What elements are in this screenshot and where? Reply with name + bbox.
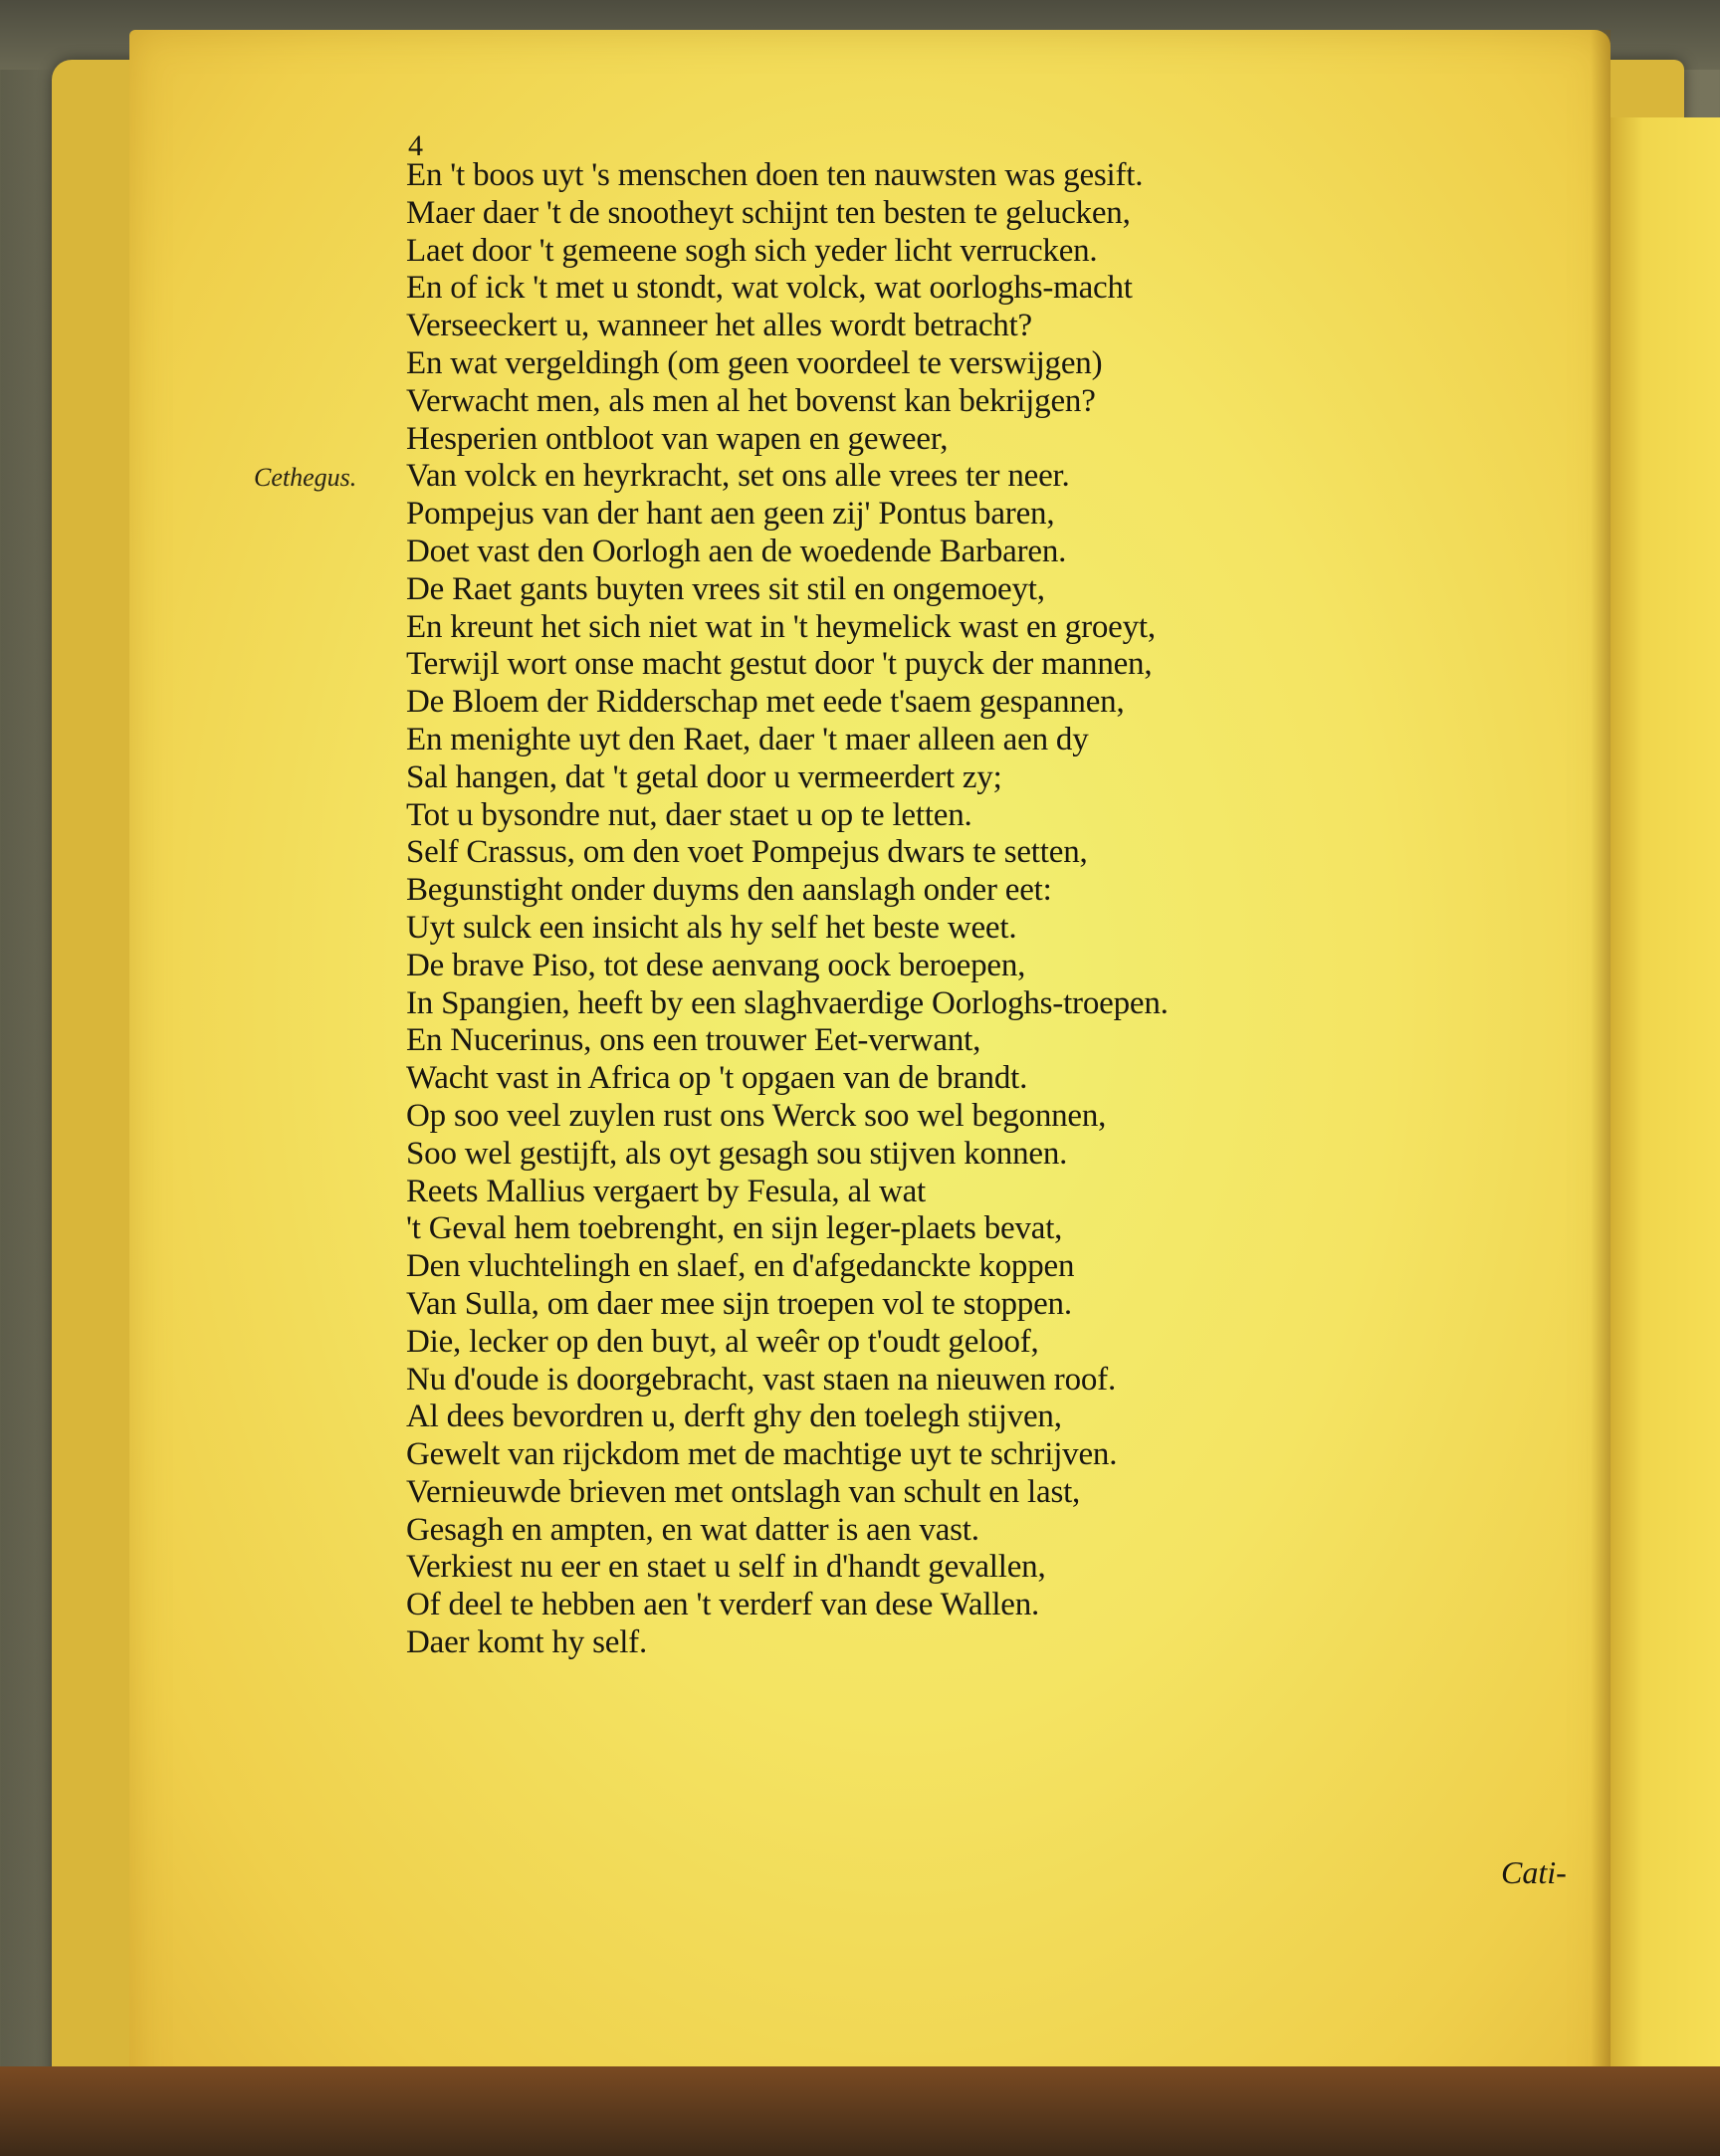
verse-line: Al dees bevordren u, derft ghy den toelegh stijven, (406, 1399, 1062, 1435)
verse-line: Op soo veel zuylen rust ons Werck soo wel begonnen, (406, 1097, 1107, 1134)
verse-line: En of ick 't met u stondt, wat volck, wat oorloghs-macht (406, 270, 1133, 307)
verse-line: Of deel te hebben aen 't verderf van dese Wallen. (406, 1587, 1040, 1623)
verse-line: Doet vast den Oorlogh aen de woedende Barbaren. (406, 533, 1067, 569)
verse-line: Pompejus van der hant aen geen zij' Pontus baren, (406, 496, 1055, 533)
speaker-name: Cethegus. (254, 463, 357, 492)
verse-line: Sal hangen, dat 't getal door u vermeerdert zy; (406, 758, 1002, 795)
verse-line: In Spangien, heeft by een slaghvaerdige Oorloghs-troepen. (406, 984, 1169, 1021)
facing-page-edge (1599, 117, 1720, 2138)
verse-line: Daer komt hy self. (406, 1624, 647, 1661)
gutter-shadow (1591, 30, 1611, 2130)
verse-line: Verwacht men, als men al het bovenst kan bekrijgen? (406, 382, 1096, 419)
page-number: 4 (408, 129, 423, 162)
verse-line: Van volck en heyrkracht, set ons alle vrees ter neer. (406, 458, 1070, 495)
verse-line: Soo wel gestijft, als oyt gesagh sou stijven konnen. (406, 1135, 1068, 1172)
verse-line: Gewelt van rijckdom met de machtige uyt te schrijven. (406, 1436, 1118, 1473)
catchword: Cati- (1501, 1854, 1567, 1890)
verse-line: Verseeckert u, wanneer het alles wordt betracht? (406, 308, 1033, 344)
verse-line: Tot u bysondre nut, daer staet u op te letten. (406, 796, 972, 833)
verse-line: Gesagh en ampten, en wat datter is aen vast. (406, 1511, 979, 1548)
background-bottom (0, 2066, 1720, 2156)
verse-line: Wacht vast in Africa op 't opgaen van de brandt. (406, 1060, 1028, 1097)
verse-line: 't Geval hem toebrenght, en sijn leger-plaets bevat, (406, 1210, 1063, 1247)
verse-line: Hesperien ontbloot van wapen en geweer, (406, 420, 949, 457)
verse-line: En menighte uyt den Raet, daer 't maer alleen aen dy (406, 721, 1089, 757)
verse-line: Die, lecker op den buyt, al weêr op t'oudt geloof, (406, 1323, 1039, 1360)
verse-line: Self Crassus, om den voet Pompejus dwars te setten, (406, 834, 1088, 871)
verse-line: Vernieuwde brieven met ontslagh van schult en last, (406, 1473, 1081, 1510)
verse-line: Terwijl wort onse macht gestut door 't puyck der mannen, (406, 646, 1153, 683)
verse-line: Reets Mallius vergaert by Fesula, al wat (406, 1173, 927, 1209)
verse-line: Uyt sulck een insicht als hy self het beste weet. (406, 909, 1017, 946)
verse-line: Nu d'oude is doorgebracht, vast staen na nieuwen roof. (406, 1361, 1117, 1398)
verse-line: Den vluchtelingh en slaef, en d'afgedanckte koppen (406, 1248, 1075, 1285)
verse-line: En wat vergeldingh (om geen voordeel te verswijgen) (406, 344, 1103, 381)
verse-line: Begunstight onder duyms den aanslagh onder eet: (406, 872, 1052, 909)
verse-line: Verkiest nu eer en staet u self in d'handt gevallen, (406, 1549, 1046, 1586)
verse-line: Van Sulla, om daer mee sijn troepen vol te stoppen. (406, 1285, 1072, 1322)
verse-line: En kreunt het sich niet wat in 't heymelick wast en groeyt, (406, 608, 1156, 645)
verse-line: De Bloem der Ridderschap met eede t'saem gespannen, (406, 684, 1125, 721)
verse-line: Laet door 't gemeene sogh sich yeder licht verrucken. (406, 232, 1098, 269)
verse-line: Maer daer 't de snootheyt schijnt ten besten te gelucken, (406, 194, 1131, 231)
verse-line: De brave Piso, tot dese aenvang oock beroepen, (406, 947, 1026, 983)
verse-line: De Raet gants buyten vrees sit stil en ongemoeyt, (406, 570, 1045, 607)
verse-line: En 't boos uyt 's menschen doen ten nauwsten was gesift. (406, 157, 1144, 193)
verse-text (406, 157, 1362, 1662)
verse-line: En Nucerinus, ons een trouwer Eet-verwant, (406, 1022, 981, 1059)
